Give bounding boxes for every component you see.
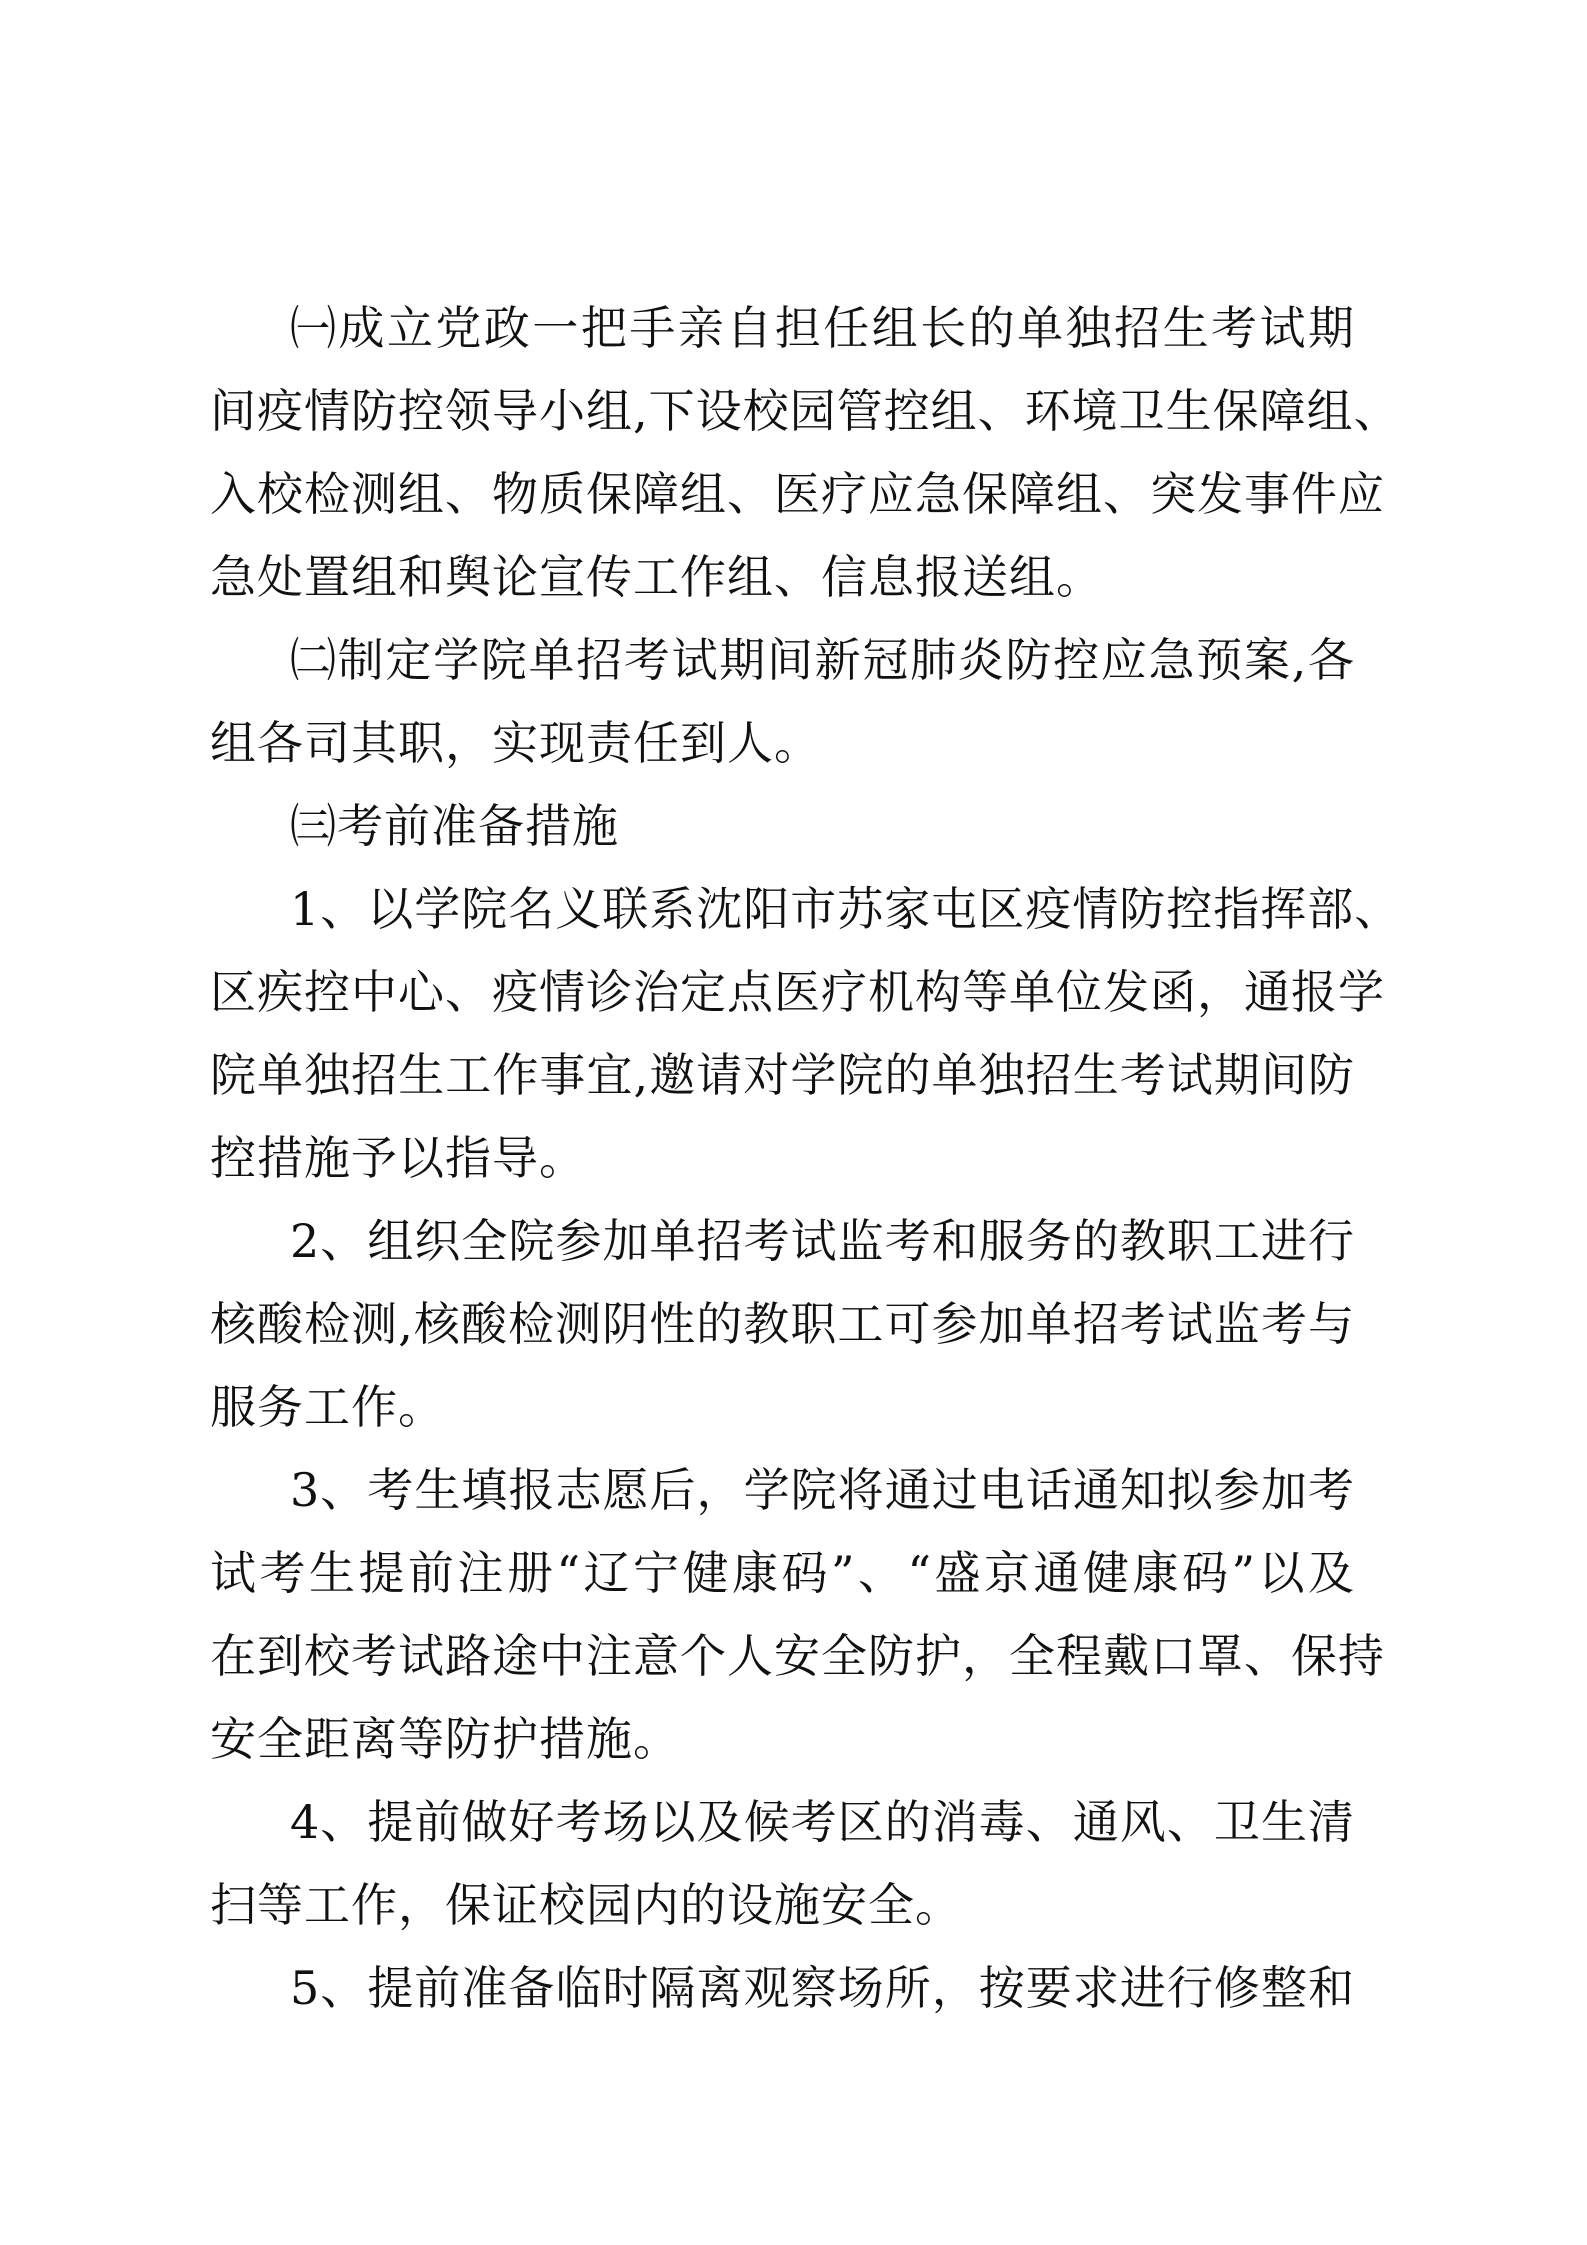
item-5-line-1: 5、提前准备临时隔离观察场所，按要求进行修整和 [290,1961,1355,2015]
section-heading-3: ㈢考前准备措施 [290,799,619,853]
item-1-line-1: 1、以学院名义联系沈阳市苏家屯区疫情防控指挥部、 [290,882,1402,936]
item-3-line-4: 安全距离等防护措施。 [210,1712,680,1766]
paragraph-2-line-2: 组各司其职，实现责任到人。 [210,716,821,770]
paragraph-1-line-4: 急处置组和舆论宣传工作组、信息报送组。 [210,550,1103,604]
item-3-line-2: 试考生提前注册“辽宁健康码”、“盛京通健康码”以及 [210,1546,1355,1600]
item-1-line-2: 区疾控中心、疫情诊治定点医疗机构等单位发函，通报学 [210,965,1385,1019]
item-1-line-3: 院单独招生工作事宜,邀请对学院的单独招生考试期间防 [210,1048,1355,1102]
item-4-line-1: 4、提前做好考场以及候考区的消毒、通风、卫生清 [290,1795,1355,1849]
item-3-line-3: 在到校考试路途中注意个人安全防护，全程戴口罩、保持 [210,1629,1385,1683]
item-4-line-2: 扫等工作，保证校园内的设施安全。 [210,1878,962,1932]
item-3-line-1: 3、考生填报志愿后，学院将通过电话通知拟参加考 [290,1463,1355,1517]
paragraph-1-line-1: ㈠成立党政一把手亲自担任组长的单独招生考试期 [290,301,1355,355]
item-1-line-4: 控措施予以指导。 [210,1131,586,1185]
item-2-line-2: 核酸检测,核酸检测阴性的教职工可参加单招考试监考与 [210,1297,1355,1351]
paragraph-1-line-2: 间疫情防控领导小组,下设校园管控组、环境卫生保障组、 [210,384,1401,438]
paragraph-1-line-3: 入校检测组、物质保障组、医疗应急保障组、突发事件应 [210,467,1385,521]
item-2-line-1: 2、组织全院参加单招考试监考和服务的教职工进行 [290,1214,1355,1268]
item-2-line-3: 服务工作。 [210,1380,445,1434]
paragraph-2-line-1: ㈡制定学院单招考试期间新冠肺炎防控应急预案,各 [290,633,1355,687]
